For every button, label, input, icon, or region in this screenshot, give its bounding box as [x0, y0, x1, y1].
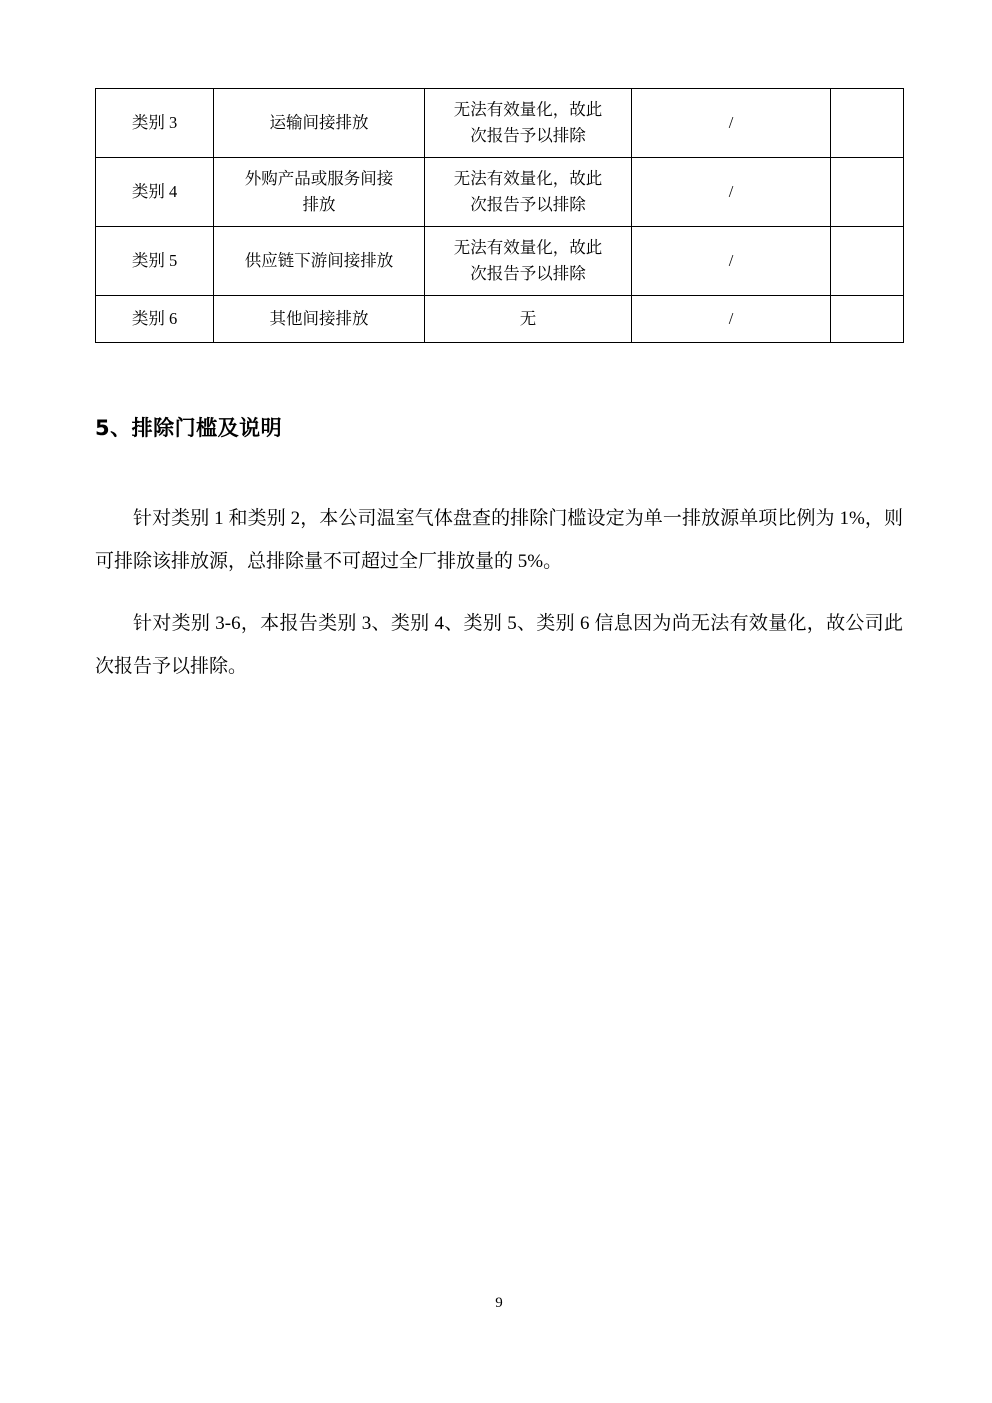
cell-name: 供应链下游间接排放	[214, 227, 425, 296]
cell-note-line2: 次报告予以排除	[470, 264, 586, 283]
cell-mark: /	[632, 227, 831, 296]
cell-extra	[831, 296, 904, 343]
table-row	[96, 89, 904, 158]
cell-note	[425, 158, 632, 227]
cell-name-line1: 外购产品或服务间接	[244, 169, 394, 189]
section-paragraph-1: 针对类别 1 和类别 2，本公司温室气体盘查的排除门槛设定为单一排放源单项比例为 1%，则可排除该排放源，总排除量不可超过全厂排放量的 5%。	[95, 508, 903, 572]
cell-note-line1: 无法有效量化，故此	[453, 238, 603, 258]
cell-extra	[831, 227, 904, 296]
cell-name	[214, 158, 425, 227]
cell-note-line2: 次报告予以排除	[470, 195, 586, 214]
cell-extra	[831, 89, 904, 158]
cell-name-line2: 排放	[302, 195, 336, 214]
cell-name: 运输间接排放	[214, 89, 425, 158]
cell-note: 无	[425, 296, 632, 343]
page-content	[95, 0, 903, 1403]
cell-mark: /	[632, 89, 831, 158]
cell-mark: /	[632, 296, 831, 343]
cell-name: 其他间接排放	[214, 296, 425, 343]
emissions-table-container	[95, 88, 903, 343]
section-heading: 5、排除门槛及说明	[95, 416, 283, 440]
cell-note-line1: 无法有效量化，故此	[453, 100, 603, 120]
section-paragraph-2: 针对类别 3-6，本报告类别 3、类别 4、类别 5、类别 6 信息因为尚无法有效量化，故公司此次报告予以排除。	[95, 613, 903, 677]
cell-mark: /	[632, 158, 831, 227]
cell-category: 类别 5	[96, 227, 214, 296]
cell-note-line1: 无法有效量化，故此	[453, 169, 603, 189]
emissions-table	[95, 88, 904, 343]
cell-category: 类别 3	[96, 89, 214, 158]
cell-note-line2: 次报告予以排除	[470, 126, 586, 145]
page-number: 9	[495, 1295, 503, 1311]
cell-note	[425, 89, 632, 158]
table-row	[96, 227, 904, 296]
cell-category: 类别 4	[96, 158, 214, 227]
cell-extra	[831, 158, 904, 227]
table-row	[96, 296, 904, 343]
cell-note	[425, 227, 632, 296]
table-row	[96, 158, 904, 227]
cell-category: 类别 6	[96, 296, 214, 343]
